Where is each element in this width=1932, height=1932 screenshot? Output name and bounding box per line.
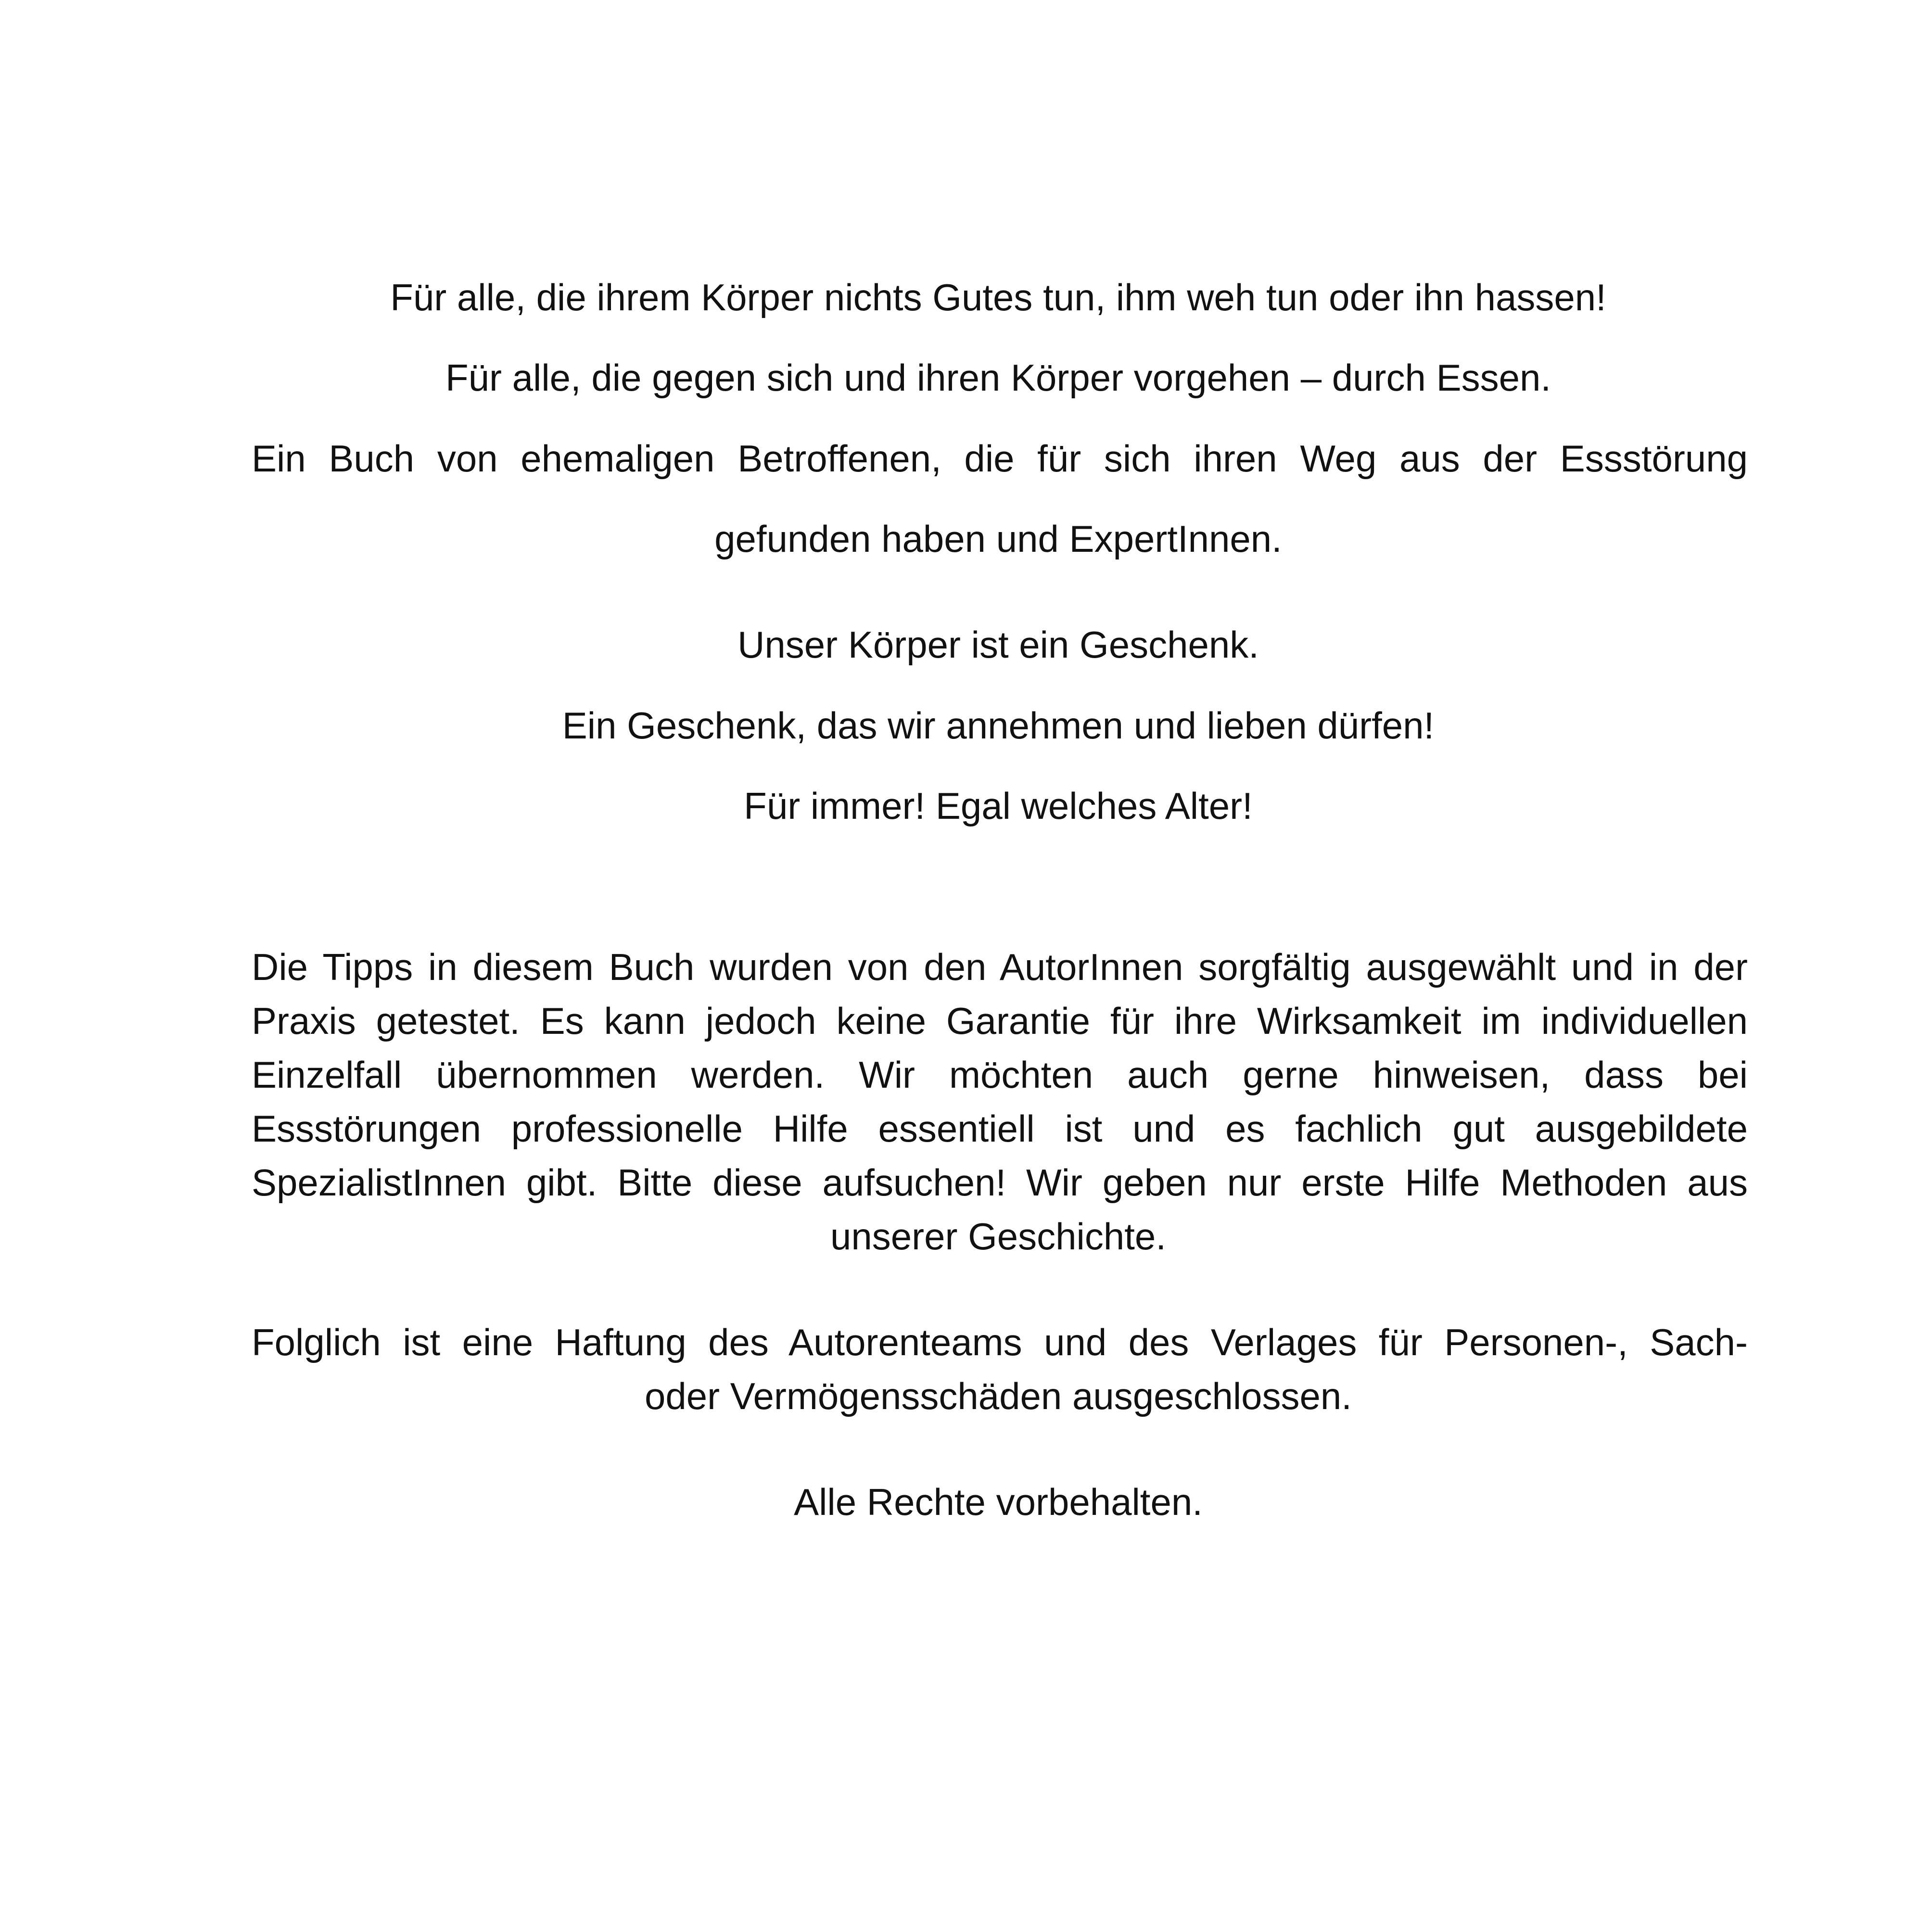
rights-notice: Alle Rechte vorbehalten. [794, 1481, 1203, 1523]
disclaimer-line-3: Einzelfall übernommen werden. Wir möchten auch gerne hinweisen, dass bei [252, 1054, 1748, 1096]
gift-line-2: Ein Geschenk, das wir annehmen und lieben dürfen! [562, 704, 1435, 747]
dedication-line-4: gefunden haben und ExpertInnen. [714, 518, 1282, 560]
gift-line-1: Unser Körper ist ein Geschenk. [737, 623, 1259, 666]
liability-line-1: Folglich ist eine Haftung des Autorenteams und des Verlages für Personen-, Sach- [252, 1321, 1748, 1363]
disclaimer-line-5: SpezialistInnen gibt. Bitte diese aufsuchen! Wir geben nur erste Hilfe Methoden aus [252, 1161, 1748, 1204]
disclaimer-line-2: Praxis getestet. Es kann jedoch keine Garantie für ihre Wirksamkeit im individuellen [252, 1000, 1748, 1042]
gift-line-3: Für immer! Egal welches Alter! [744, 785, 1253, 827]
dedication-line-2: Für alle, die gegen sich und ihren Körper vorgehen – durch Essen. [445, 356, 1551, 399]
dedication-line-3: Ein Buch von ehemaligen Betroffenen, die für sich ihren Weg aus der Essstörung [252, 437, 1748, 480]
liability-line-2: oder Vermögensschäden ausgeschlossen. [645, 1375, 1352, 1417]
disclaimer-line-6: unserer Geschichte. [830, 1215, 1166, 1258]
disclaimer-line-4: Essstörungen professionelle Hilfe essentiell ist und es fachlich gut ausgebildete [252, 1107, 1748, 1150]
disclaimer-line-1: Die Tipps in diesem Buch wurden von den AutorInnen sorgfältig ausgewählt und in der [252, 946, 1748, 988]
dedication-line-1: Für alle, die ihrem Körper nichts Gutes tun, ihm weh tun oder ihn hassen! [390, 276, 1606, 318]
